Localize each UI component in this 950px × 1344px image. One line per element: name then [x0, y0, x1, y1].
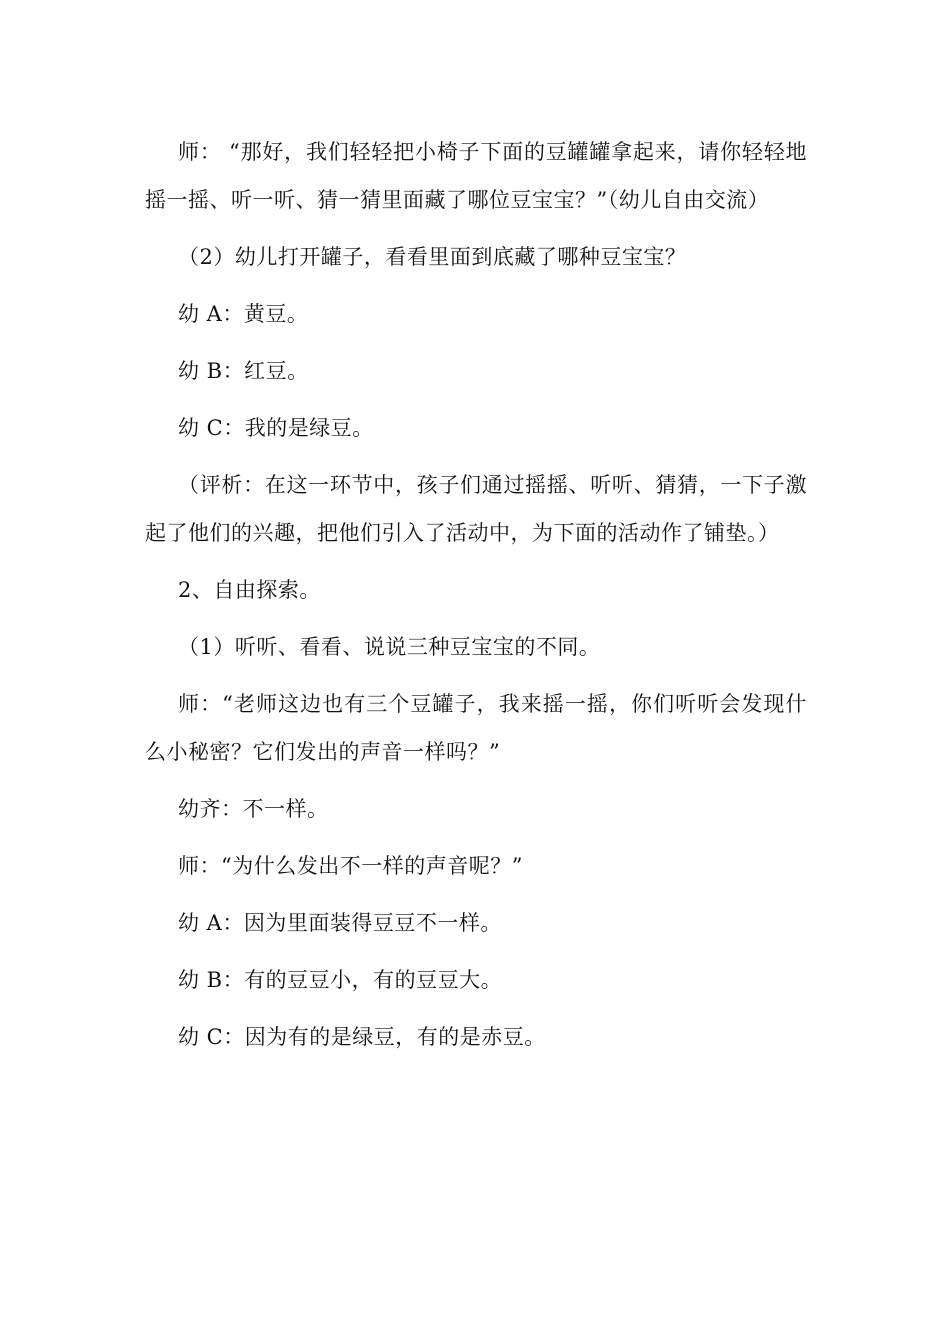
document-body	[145, 128, 807, 1061]
paragraph-child-c-reason: 幼 C：因为有的是绿豆，有的是赤豆。	[178, 1025, 546, 1049]
paragraph-child-a-reason: 幼 A：因为里面装得豆豆不一样。	[178, 911, 502, 935]
paragraph-gap	[145, 1004, 807, 1013]
paragraph-gap	[145, 557, 807, 566]
paragraph-gap	[145, 947, 807, 956]
paragraph-gap	[145, 776, 807, 785]
paragraph-gap	[145, 281, 807, 290]
paragraph-gap	[145, 452, 807, 461]
paragraph-child-c-answer: 幼 C：我的是绿豆。	[178, 416, 374, 440]
paragraph-open-jars: （2）幼儿打开罐子，看看里面到底藏了哪种豆宝宝？	[178, 245, 687, 269]
paragraph-gap	[145, 395, 807, 404]
section-heading-free-exploration: 2、自由探索。	[178, 578, 321, 602]
paragraph-children-together: 幼齐：不一样。	[178, 797, 329, 821]
paragraph-gap	[145, 890, 807, 899]
paragraph-gap	[145, 833, 807, 842]
subsection-heading-compare-beans: （1）听听、看看、说说三种豆宝宝的不同。	[178, 635, 601, 659]
paragraph-child-a-answer: 幼 A：黄豆。	[178, 302, 309, 326]
paragraph-gap	[145, 671, 807, 680]
paragraph-gap	[145, 224, 807, 233]
paragraph-child-b-answer: 幼 B：红豆。	[178, 359, 309, 383]
paragraph-gap	[145, 338, 807, 347]
paragraph-gap	[145, 614, 807, 623]
paragraph-teacher-three-jars: 师：“老师这边也有三个豆罐子，我来摇一摇，你们听听会发现什么小秘密？它们发出的声音一样吗？”	[145, 692, 807, 764]
paragraph-child-b-reason: 幼 B：有的豆豆小，有的豆豆大。	[178, 968, 503, 992]
paragraph-teacher-shake-jars: 师： “那好，我们轻轻把小椅子下面的豆罐罐拿起来，请你轻轻地摇一摇、听一听、猜一猜里面藏了哪位豆宝宝？”（幼儿自由交流）	[145, 140, 807, 212]
paragraph-analysis-comment: （评析：在这一环节中，孩子们通过摇摇、听听、猜猜，一下子激起了他们的兴趣，把他们引入了活动中，为下面的活动作了铺垫。）	[145, 473, 807, 545]
paragraph-teacher-why: 师：“为什么发出不一样的声音呢？”	[178, 854, 523, 878]
